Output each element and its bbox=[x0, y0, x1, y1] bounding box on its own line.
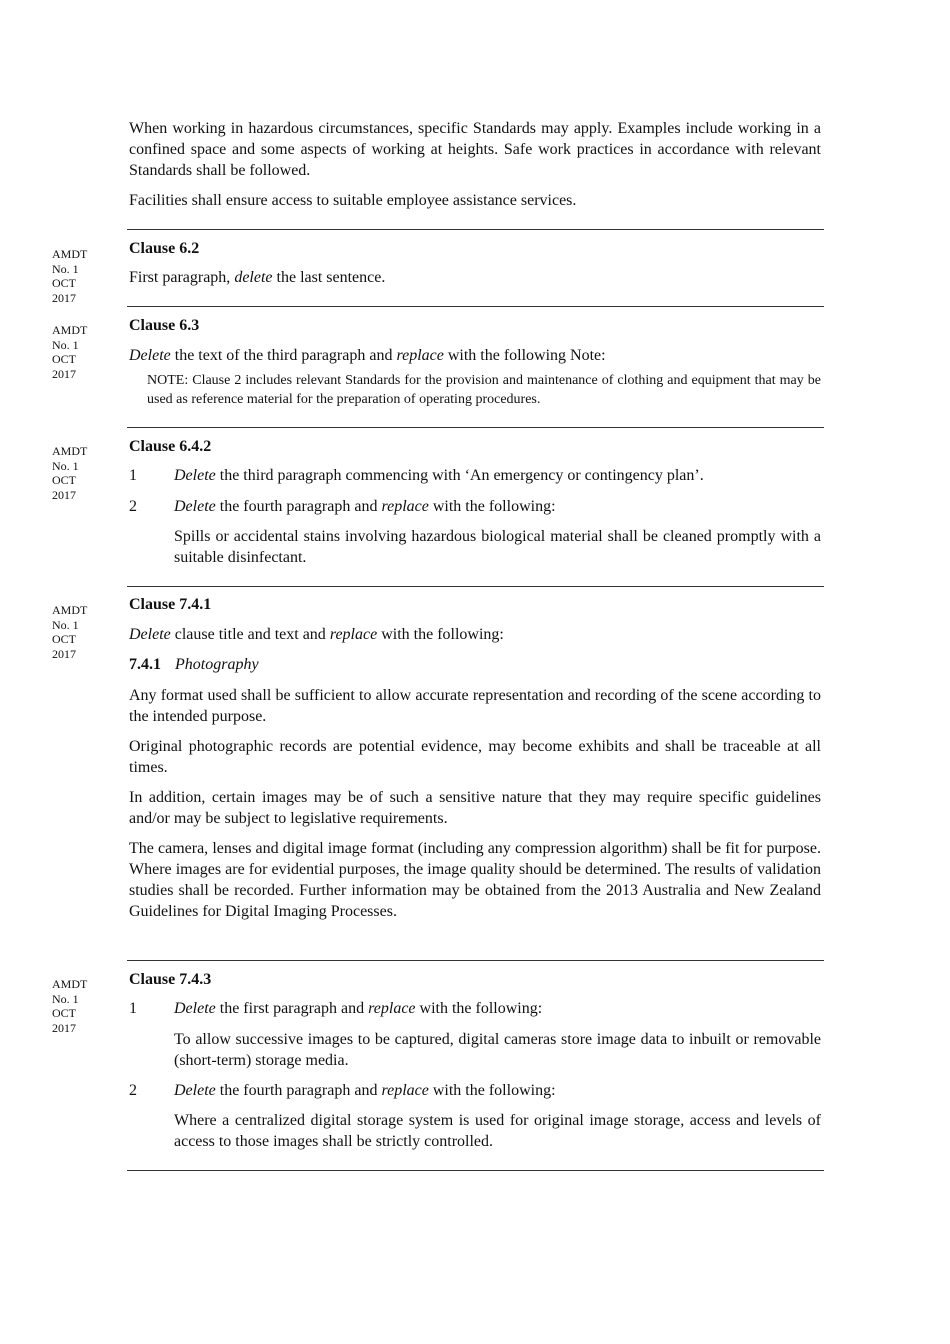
subclause-title: 7.4.1 Photography bbox=[129, 656, 259, 673]
clause-7-4-3-item-2-body: Where a centralized digital storage system is used for original image storage, access and levels of access to those images shall be strictly controlled. bbox=[174, 1112, 821, 1150]
clause-7-4-1-instruction: Delete clause title and text and replace with the following: bbox=[129, 626, 504, 643]
clause-6-3-instruction: Delete the text of the third paragraph and replace with the following Note: bbox=[129, 347, 606, 364]
clause-7-4-1-paragraph-3: In addition, certain images may be of such a sensitive nature that they may require specific guidelines and/or may be subject to legislative requirements. bbox=[129, 789, 821, 827]
list-number: 2 bbox=[129, 1082, 137, 1099]
clause-7-4-3-item-1-body: To allow successive images to be captured, digital cameras store image data to inbuilt or removable (short-term) storage media. bbox=[174, 1031, 821, 1069]
clause-7-4-1-paragraph-1: Any format used shall be sufficient to allow accurate representation and recording of the scene according to the intended purpose. bbox=[129, 687, 821, 725]
clause-6-3-note: NOTE: Clause 2 includes relevant Standards for the provision and maintenance of clothing and equipment that may be used as reference material for the preparation of operating procedures. bbox=[147, 373, 821, 407]
list-number: 1 bbox=[129, 467, 137, 484]
divider bbox=[127, 586, 824, 587]
amendment-stamp: AMDT No. 1 OCT 2017 bbox=[52, 603, 88, 661]
clause-7-4-3-heading: Clause 7.4.3 bbox=[129, 971, 212, 988]
list-number: 2 bbox=[129, 498, 137, 515]
clause-6-2-heading: Clause 6.2 bbox=[129, 240, 200, 257]
clause-7-4-1-paragraph-2: Original photographic records are potential evidence, may become exhibits and shall be traceable at all times. bbox=[129, 738, 821, 776]
clause-6-4-2-item-2: Delete the fourth paragraph and replace with the following: bbox=[174, 498, 556, 515]
amendment-stamp: AMDT No. 1 OCT 2017 bbox=[52, 977, 88, 1035]
divider bbox=[127, 1170, 824, 1171]
clause-6-4-2-item-1: Delete the third paragraph commencing with ‘An emergency or contingency plan’. bbox=[174, 467, 704, 484]
amendment-stamp: AMDT No. 1 OCT 2017 bbox=[52, 444, 88, 502]
divider bbox=[127, 306, 824, 307]
divider bbox=[127, 960, 824, 961]
clause-7-4-1-paragraph-4: The camera, lenses and digital image format (including any compression algorithm) shall be fit for purpose. Where images are for evidential purposes, the image quality should be determined. The results of validation studies shall be recorded. Further information may be obtained from the 2013 Australia and New Zealand Guidelines for Digital Imaging Processes. bbox=[129, 840, 821, 920]
divider bbox=[127, 427, 824, 428]
clause-6-3-heading: Clause 6.3 bbox=[129, 317, 200, 334]
amendment-stamp: AMDT No. 1 OCT 2017 bbox=[52, 247, 88, 305]
clause-6-4-2-item-2-body: Spills or accidental stains involving hazardous biological material shall be cleaned promptly with a suitable disinfectant. bbox=[174, 528, 821, 566]
amendment-stamp: AMDT No. 1 OCT 2017 bbox=[52, 323, 88, 381]
clause-7-4-1-heading: Clause 7.4.1 bbox=[129, 596, 212, 613]
clause-6-4-2-heading: Clause 6.4.2 bbox=[129, 438, 212, 455]
clause-6-2-text: First paragraph, delete the last sentence. bbox=[129, 269, 386, 286]
clause-7-4-3-item-2: Delete the fourth paragraph and replace with the following: bbox=[174, 1082, 556, 1099]
list-number: 1 bbox=[129, 1000, 137, 1017]
clause-7-4-3-item-1: Delete the first paragraph and replace with the following: bbox=[174, 1000, 543, 1017]
intro-paragraph-1: When working in hazardous circumstances, specific Standards may apply. Examples include working in a confined space and some aspects of working at heights. Safe work practices in accordance with relevant Standards shall be followed. bbox=[129, 120, 821, 179]
divider bbox=[127, 229, 824, 230]
intro-paragraph-2: Facilities shall ensure access to suitable employee assistance services. bbox=[129, 192, 577, 209]
